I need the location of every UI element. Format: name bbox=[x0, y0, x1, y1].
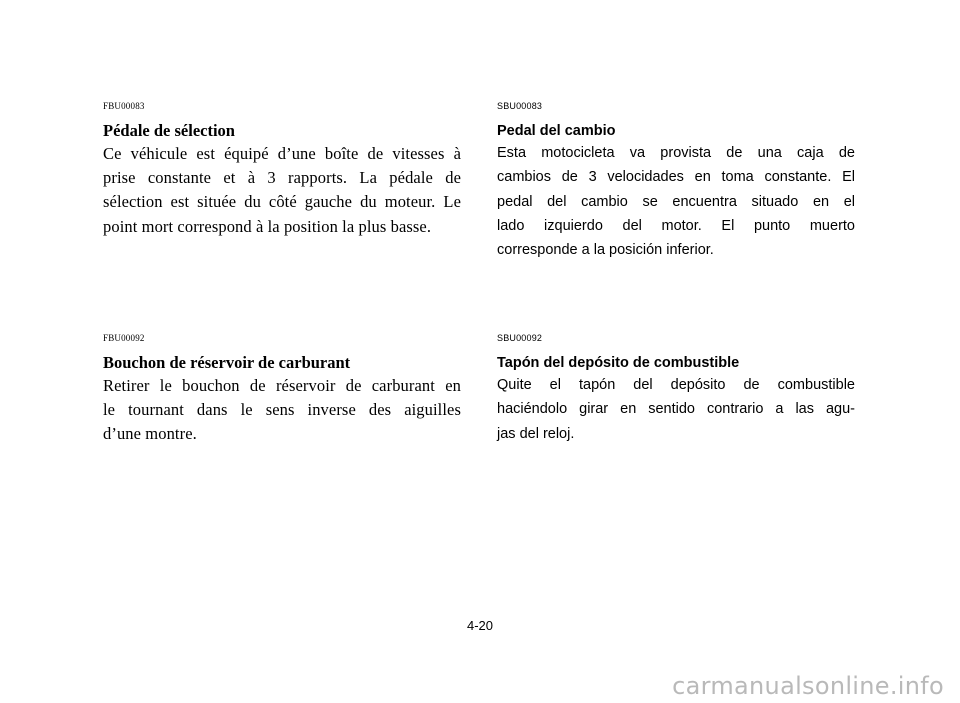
es-body-line: lado izquierdo del motor. El punto muerto bbox=[497, 217, 855, 234]
es-body-line: haciéndolo girar en sentido contrario a las agu- bbox=[497, 401, 855, 418]
es-body-line: cambios de 3 velocidades en toma constante. El bbox=[497, 169, 855, 186]
fr-body-line: d’une montre. bbox=[103, 424, 197, 444]
fr-section-gear-pedal bbox=[103, 101, 461, 239]
es-body-line: Quite el tapón del depósito de combustible bbox=[497, 377, 855, 393]
page-number: 4-20 bbox=[466, 618, 494, 633]
fr-section-code: FBU00092 bbox=[103, 333, 145, 343]
es-section-code: SBU00092 bbox=[497, 333, 543, 343]
es-section-code: SBU00083 bbox=[497, 101, 543, 111]
fr-body-line: Ce véhicule est équipé d’une boîte de vitesses à bbox=[103, 144, 461, 163]
watermark: carmanualsonline.info bbox=[672, 672, 944, 700]
fr-body-line: sélection est située du côté gauche du moteur. Le bbox=[103, 192, 461, 212]
fr-body-line: Retirer le bouchon de réservoir de carburant en bbox=[103, 376, 461, 395]
es-body-line: Esta motocicleta va provista de una caja de bbox=[497, 145, 855, 161]
es-section-title: Pedal del cambio bbox=[497, 123, 616, 139]
es-body-line: corresponde a la posición inferior. bbox=[497, 242, 714, 259]
fr-section-title: Bouchon de réservoir de carburant bbox=[103, 353, 351, 372]
fr-section-fuel-cap bbox=[103, 333, 461, 447]
fr-section-title: Pédale de sélection bbox=[103, 121, 235, 140]
es-section-title: Tapón del depósito de combustible bbox=[497, 355, 740, 371]
es-body-line: pedal del cambio se encuentra situado en el bbox=[497, 193, 855, 210]
fr-body-line: le tournant dans le sens inverse des aiguilles bbox=[103, 400, 461, 420]
es-body-line: jas del reloj. bbox=[497, 425, 575, 442]
fr-body-line: point mort correspond à la position la plus basse. bbox=[103, 216, 432, 236]
es-section-gear-pedal bbox=[497, 101, 855, 262]
es-section-fuel-cap bbox=[497, 333, 855, 446]
fr-body-line: prise constante et à 3 rapports. La pédale de bbox=[103, 168, 461, 188]
fr-section-code: FBU00083 bbox=[103, 101, 145, 111]
